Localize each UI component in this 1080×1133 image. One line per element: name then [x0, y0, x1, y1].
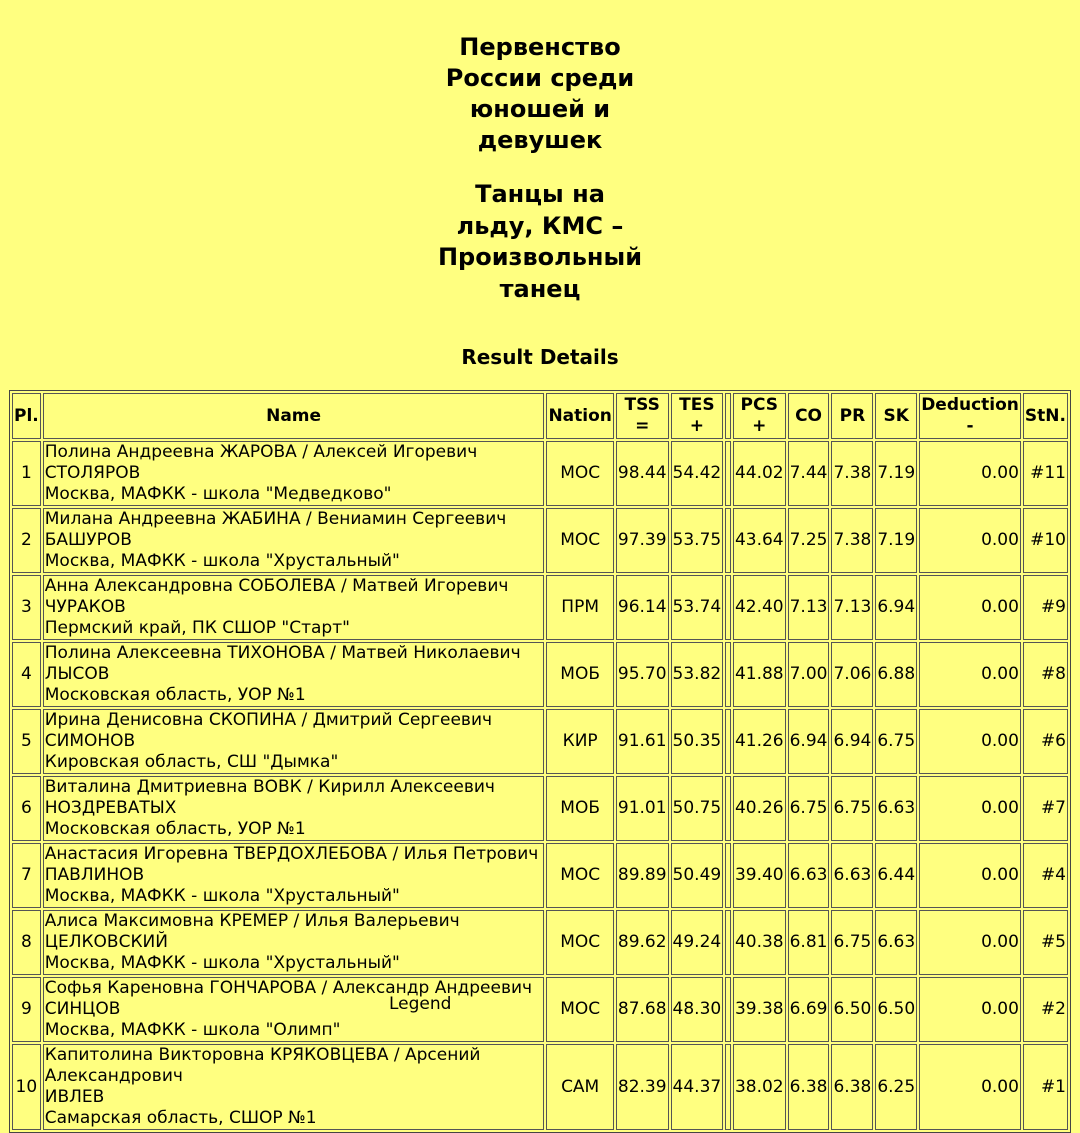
co-cell: 6.81	[788, 910, 830, 975]
tss-cell: 96.14	[616, 575, 669, 640]
name-cell	[43, 843, 545, 908]
stn-cell: #10	[1023, 508, 1068, 573]
place-cell: 6	[12, 776, 41, 841]
co-cell: 7.00	[788, 642, 830, 707]
pcs-cell: 42.40	[733, 575, 786, 640]
name-line: Москва, МАФКК - школа "Хрустальный"	[44, 551, 400, 571]
separator-cell	[725, 642, 731, 707]
nation-cell: МОС	[546, 977, 613, 1042]
tes-cell: 48.30	[671, 977, 724, 1042]
col-pcs-bottom: +	[752, 416, 767, 436]
deduction-cell: 0.00	[919, 910, 1021, 975]
co-cell: 7.25	[788, 508, 830, 573]
sk-cell: 6.88	[875, 642, 917, 707]
table-row	[12, 776, 1068, 841]
name-line: Москва, МАФКК - школа "Хрустальный"	[44, 953, 400, 973]
table-row	[12, 642, 1068, 707]
competition-title-line: Первенство	[459, 33, 621, 61]
separator-cell	[725, 508, 731, 573]
deduction-cell: 0.00	[919, 508, 1021, 573]
co-cell: 6.63	[788, 843, 830, 908]
pcs-cell: 40.38	[733, 910, 786, 975]
name-line: Алиса Максимовна КРЕМЕР / Илья Валерьевич ЦЕЛКОВСКИЙ	[44, 911, 460, 952]
deduction-cell: 0.00	[919, 642, 1021, 707]
separator-cell	[725, 776, 731, 841]
event-title	[0, 179, 1080, 305]
col-separator	[725, 393, 731, 439]
pr-cell: 6.50	[831, 977, 873, 1042]
deduction-cell: 0.00	[919, 977, 1021, 1042]
name-line: Полина Алексеевна ТИХОНОВА / Матвей Николаевич ЛЫСОВ	[44, 643, 521, 684]
name-line: Пермский край, ПК СШОР "Старт"	[44, 618, 350, 638]
competition-title-line: девушек	[477, 126, 603, 154]
separator-cell	[725, 977, 731, 1042]
separator-cell	[725, 441, 731, 506]
results-body	[12, 441, 1068, 1130]
nation-cell: САМ	[546, 1044, 613, 1130]
sk-cell: 6.94	[875, 575, 917, 640]
name-cell	[43, 441, 545, 506]
table-row	[12, 709, 1068, 774]
col-tes-top: TES	[679, 395, 715, 415]
name-line: ПАВЛИНОВ	[44, 865, 145, 885]
name-line: Московская область, УОР №1	[44, 685, 306, 705]
pr-cell: 6.75	[831, 776, 873, 841]
pr-cell: 7.06	[831, 642, 873, 707]
col-sk: SK	[875, 393, 917, 439]
stn-cell: #7	[1023, 776, 1068, 841]
place-cell: 3	[12, 575, 41, 640]
sk-cell: 6.63	[875, 910, 917, 975]
separator-cell	[725, 575, 731, 640]
pcs-cell: 43.64	[733, 508, 786, 573]
stn-cell: #9	[1023, 575, 1068, 640]
place-cell: 5	[12, 709, 41, 774]
name-line: Кировская область, СШ "Дымка"	[44, 752, 339, 772]
col-deduction-top: Deduction	[921, 395, 1019, 415]
place-cell: 1	[12, 441, 41, 506]
sk-cell: 7.19	[875, 508, 917, 573]
nation-cell: ПРМ	[546, 575, 613, 640]
co-cell: 7.44	[788, 441, 830, 506]
co-cell: 6.69	[788, 977, 830, 1042]
name-line: Москва, МАФКК - школа "Олимп"	[44, 1020, 341, 1040]
event-title-line: Танцы на	[475, 180, 605, 208]
col-deduction-bottom: -	[966, 416, 974, 436]
place-cell: 10	[12, 1044, 41, 1130]
deduction-cell: 0.00	[919, 575, 1021, 640]
tss-cell: 95.70	[616, 642, 669, 707]
name-line: Ирина Денисовна СКОПИНА / Дмитрий Сергеевич СИМОНОВ	[44, 710, 493, 751]
place-cell: 9	[12, 977, 41, 1042]
tss-cell: 89.89	[616, 843, 669, 908]
col-tss-bottom: =	[635, 416, 650, 436]
deduction-cell: 0.00	[919, 441, 1021, 506]
tes-cell: 53.75	[671, 508, 724, 573]
sk-cell: 6.75	[875, 709, 917, 774]
stn-cell: #1	[1023, 1044, 1068, 1130]
name-cell	[43, 1044, 545, 1130]
name-line: Анна Александровна СОБОЛЕВА / Матвей Игоревич ЧУРАКОВ	[44, 576, 509, 617]
pr-cell: 7.38	[831, 508, 873, 573]
name-cell	[43, 508, 545, 573]
pcs-cell: 38.02	[733, 1044, 786, 1130]
tes-cell: 50.35	[671, 709, 724, 774]
tes-cell: 49.24	[671, 910, 724, 975]
col-nation: Nation	[546, 393, 613, 439]
name-line: НОЗДРЕВАТЫХ	[44, 798, 177, 818]
competition-title-line: России среди	[445, 64, 635, 92]
nation-cell: КИР	[546, 709, 613, 774]
result-details-heading: Result Details	[461, 345, 619, 369]
co-cell: 6.75	[788, 776, 830, 841]
deduction-cell: 0.00	[919, 709, 1021, 774]
col-tss-top: TSS	[624, 395, 660, 415]
co-cell: 6.38	[788, 1044, 830, 1130]
pr-cell: 6.38	[831, 1044, 873, 1130]
separator-cell	[725, 843, 731, 908]
place-cell: 8	[12, 910, 41, 975]
nation-cell: МОБ	[546, 776, 613, 841]
competition-title-line: юношей и	[469, 95, 611, 123]
sk-cell: 6.50	[875, 977, 917, 1042]
tss-cell: 97.39	[616, 508, 669, 573]
tes-cell: 50.49	[671, 843, 724, 908]
name-cell	[43, 709, 545, 774]
tss-cell: 82.39	[616, 1044, 669, 1130]
pr-cell: 6.94	[831, 709, 873, 774]
name-line: Капитолина Викторовна КРЯКОВЦЕВА / Арсений Александрович	[44, 1045, 481, 1086]
event-title-line: льду, КМС –	[456, 211, 624, 240]
name-line: Полина Андреевна ЖАРОВА / Алексей Игоревич СТОЛЯРОВ	[44, 442, 478, 483]
nation-cell: МОБ	[546, 642, 613, 707]
deduction-cell: 0.00	[919, 1044, 1021, 1130]
col-deduction	[919, 393, 1021, 439]
stn-cell: #6	[1023, 709, 1068, 774]
tes-cell: 50.75	[671, 776, 724, 841]
deduction-cell: 0.00	[919, 843, 1021, 908]
separator-cell	[725, 910, 731, 975]
separator-cell	[725, 1044, 731, 1130]
pr-cell: 6.63	[831, 843, 873, 908]
tes-cell: 53.82	[671, 642, 724, 707]
table-row	[12, 1044, 1068, 1130]
table-row	[12, 977, 1068, 1042]
table-row	[12, 575, 1068, 640]
col-name: Name	[43, 393, 545, 439]
pcs-cell: 41.26	[733, 709, 786, 774]
col-pcs	[733, 393, 786, 439]
col-pl: Pl.	[12, 393, 41, 439]
name-cell	[43, 642, 545, 707]
nation-cell: МОС	[546, 910, 613, 975]
pcs-cell: 41.88	[733, 642, 786, 707]
pr-cell: 7.13	[831, 575, 873, 640]
table-row	[12, 910, 1068, 975]
col-co: CO	[788, 393, 830, 439]
stn-cell: #2	[1023, 977, 1068, 1042]
competition-title	[0, 32, 1080, 156]
name-line: Милана Андреевна ЖАБИНА / Вениамин Сергеевич БАШУРОВ	[44, 509, 507, 550]
stn-cell: #5	[1023, 910, 1068, 975]
col-pr: PR	[831, 393, 873, 439]
legend-heading: Legend	[389, 994, 452, 1014]
tss-cell: 87.68	[616, 977, 669, 1042]
table-row	[12, 441, 1068, 506]
name-cell	[43, 977, 545, 1042]
name-line: Виталина Дмитриевна ВОВК / Кирилл Алексеевич	[44, 777, 495, 797]
sk-cell: 6.63	[875, 776, 917, 841]
sk-cell: 6.25	[875, 1044, 917, 1130]
place-cell: 7	[12, 843, 41, 908]
place-cell: 4	[12, 642, 41, 707]
separator-cell	[725, 709, 731, 774]
name-cell	[43, 575, 545, 640]
name-line: Москва, МАФКК - школа "Хрустальный"	[44, 886, 400, 906]
nation-cell: МОС	[546, 441, 613, 506]
name-cell	[43, 910, 545, 975]
stn-cell: #8	[1023, 642, 1068, 707]
name-line: ИВЛЕВ	[44, 1087, 105, 1107]
name-line: Самарская область, СШОР №1	[44, 1108, 317, 1128]
stn-cell: #4	[1023, 843, 1068, 908]
name-line: Москва, МАФКК - школа "Медведково"	[44, 484, 392, 504]
tss-cell: 98.44	[616, 441, 669, 506]
tes-cell: 53.74	[671, 575, 724, 640]
sk-cell: 6.44	[875, 843, 917, 908]
tes-cell: 54.42	[671, 441, 724, 506]
name-cell	[43, 776, 545, 841]
tss-cell: 91.01	[616, 776, 669, 841]
name-line: Анастасия Игоревна ТВЕРДОХЛЕБОВА / Илья Петрович	[44, 844, 539, 864]
col-tes	[671, 393, 724, 439]
event-title-line: танец	[499, 274, 581, 303]
pcs-cell: 40.26	[733, 776, 786, 841]
co-cell: 6.94	[788, 709, 830, 774]
tss-cell: 89.62	[616, 910, 669, 975]
tss-cell: 91.61	[616, 709, 669, 774]
stn-cell: #11	[1023, 441, 1068, 506]
name-line: Софья Кареновна ГОНЧАРОВА / Александр Андреевич СИНЦОВ	[44, 978, 533, 1019]
nation-cell: МОС	[546, 843, 613, 908]
table-row	[12, 508, 1068, 573]
results-table	[9, 390, 1071, 1133]
sk-cell: 7.19	[875, 441, 917, 506]
col-tes-bottom: +	[689, 416, 704, 436]
place-cell: 2	[12, 508, 41, 573]
name-line: Московская область, УОР №1	[44, 819, 306, 839]
event-title-line: Произвольный	[437, 243, 643, 271]
pcs-cell: 39.40	[733, 843, 786, 908]
pcs-cell: 44.02	[733, 441, 786, 506]
pcs-cell: 39.38	[733, 977, 786, 1042]
table-header-row	[12, 393, 1068, 439]
pr-cell: 6.75	[831, 910, 873, 975]
col-pcs-top: PCS	[740, 395, 779, 415]
nation-cell: МОС	[546, 508, 613, 573]
table-row	[12, 843, 1068, 908]
tes-cell: 44.37	[671, 1044, 724, 1130]
co-cell: 7.13	[788, 575, 830, 640]
pr-cell: 7.38	[831, 441, 873, 506]
col-tss	[616, 393, 669, 439]
deduction-cell: 0.00	[919, 776, 1021, 841]
col-stn: StN.	[1023, 393, 1068, 439]
